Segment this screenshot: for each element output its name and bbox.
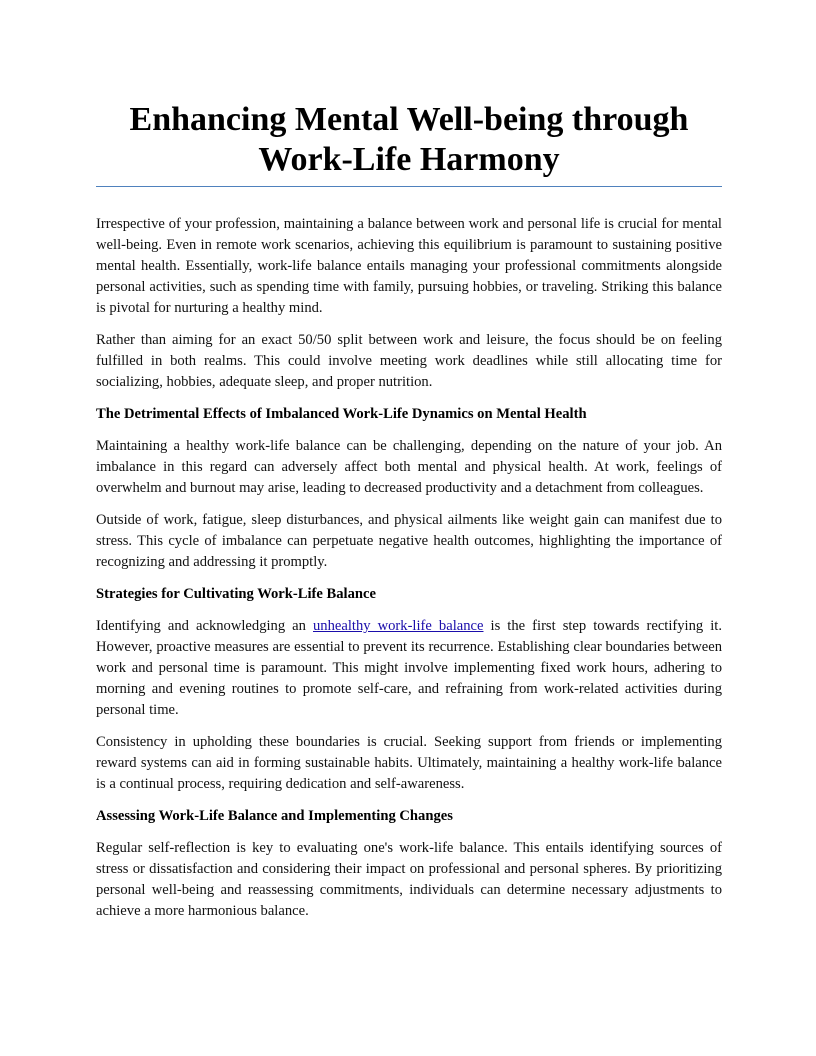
- strategies-text-after-link: is the first step towards rectifying it. However, proactive measures are essential to prevent its recurrence. Establishing clear boundaries between work and personal time is paramount. This might involve implementing fixed work hours, adhering to morning and evening routines to promote self-care, and refraining from work-related activities during personal time.: [96, 618, 723, 718]
- section-heading-strategies: Strategies for Cultivating Work-Life Balance: [96, 586, 376, 602]
- intro-paragraph-2: Rather than aiming for an exact 50/50 split between work and leisure, the focus should be on feeling fulfilled in both realms. This could involve meeting work deadlines while still allocating time for socializing, hobbies, adequate sleep, and proper nutrition.: [96, 332, 722, 390]
- strategies-paragraph-1: [96, 616, 722, 721]
- section-heading-assessing: Assessing Work-Life Balance and Implementing Changes: [96, 808, 453, 824]
- assessing-paragraph-1: Regular self-reflection is key to evaluating one's work-life balance. This entails identifying sources of stress or dissatisfaction and considering their impact on professional and personal spheres. By prioritizing personal well-being and reassessing commitments, individuals can determine necessary adjustments to achieve a more harmonious balance.: [96, 840, 722, 919]
- section-heading-effects: The Detrimental Effects of Imbalanced Work-Life Dynamics on Mental Health: [96, 406, 587, 422]
- unhealthy-balance-link[interactable]: unhealthy work-life balance: [313, 618, 484, 634]
- document-page: [96, 100, 722, 933]
- strategies-text-before-link: Identifying and acknowledging an: [96, 618, 313, 634]
- title-line-2: Work-Life Harmony: [258, 141, 560, 178]
- strategies-paragraph-2: Consistency in upholding these boundaries is crucial. Seeking support from friends or implementing reward systems can aid in forming sustainable habits. Ultimately, maintaining a healthy work-life balance is a continual process, requiring dedication and self-awareness.: [96, 734, 722, 792]
- document-title: [96, 100, 722, 187]
- intro-paragraph-1: Irrespective of your profession, maintaining a balance between work and personal life is crucial for mental well-being. Even in remote work scenarios, achieving this equilibrium is paramount to sustaining positive mental health. Essentially, work-life balance entails managing your professional commitments alongside personal activities, such as spending time with family, pursuing hobbies, or traveling. Striking this balance is pivotal for nurturing a healthy mind.: [96, 216, 722, 316]
- effects-paragraph-1: Maintaining a healthy work-life balance can be challenging, depending on the nature of your job. An imbalance in this regard can adversely affect both mental and physical health. At work, feelings of overwhelm and burnout may arise, leading to decreased productivity and a detachment from colleagues.: [96, 438, 722, 496]
- title-line-1: Enhancing Mental Well-being through: [129, 101, 689, 138]
- effects-paragraph-2: Outside of work, fatigue, sleep disturbances, and physical ailments like weight gain can manifest due to stress. This cycle of imbalance can perpetuate negative health outcomes, highlighting the importance of recognizing and addressing it promptly.: [96, 512, 722, 570]
